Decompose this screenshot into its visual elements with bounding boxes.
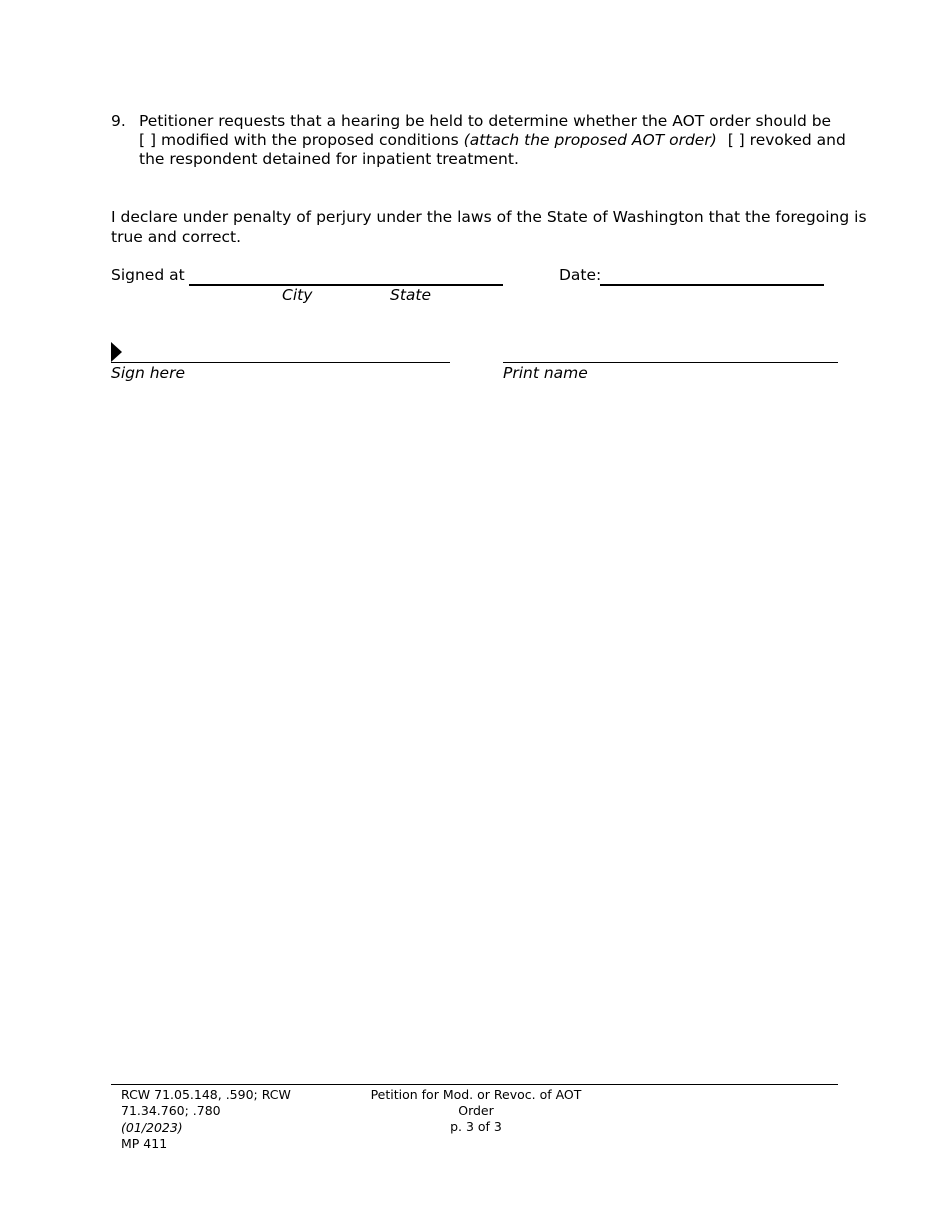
sign-here-label: Sign here: [111, 364, 186, 382]
footer-title-line-1: Petition for Mod. or Revoc. of AOT: [370, 1087, 582, 1102]
item-number: 9.: [111, 112, 126, 130]
item-9-line-2: [139, 131, 846, 151]
city-label: City: [282, 286, 313, 304]
declaration-line-2: true and correct.: [111, 228, 242, 246]
footer-title-line-2: Order: [458, 1103, 494, 1118]
declaration-line-1: I declare under penalty of perjury under the laws of the State of Washington that the foregoing is: [111, 208, 867, 226]
checkbox-revoked[interactable]: [ ]: [727, 131, 745, 149]
print-name-field[interactable]: [503, 362, 838, 363]
signature-field[interactable]: [111, 362, 450, 363]
option-modified-text: modified with the proposed conditions: [160, 131, 459, 149]
footer-page-number: p. 3 of 3: [450, 1119, 502, 1134]
signed-at-field[interactable]: [189, 284, 503, 286]
checkbox-modified[interactable]: [ ]: [139, 131, 157, 149]
footer-citation-line-1: RCW 71.05.148, .590; RCW: [121, 1087, 291, 1102]
sign-arrow-icon: [111, 342, 123, 362]
option-modified-note: (attach the proposed AOT order): [463, 131, 717, 149]
state-label: State: [390, 286, 432, 304]
item-9-line-3: the respondent detained for inpatient treatment.: [139, 150, 519, 168]
footer-citation-line-2: 71.34.760; .780: [121, 1103, 221, 1118]
date-label: Date:: [559, 266, 602, 284]
option-revoked-text: revoked and: [749, 131, 846, 149]
print-name-label: Print name: [503, 364, 588, 382]
footer-form-number: MP 411: [121, 1136, 168, 1151]
signed-at-label: Signed at: [111, 266, 185, 284]
footer-revision-date: (01/2023): [121, 1120, 183, 1135]
date-field[interactable]: [600, 284, 824, 286]
item-9-line-1: Petitioner requests that a hearing be held to determine whether the AOT order should be: [139, 112, 832, 130]
footer-divider: [111, 1084, 838, 1085]
